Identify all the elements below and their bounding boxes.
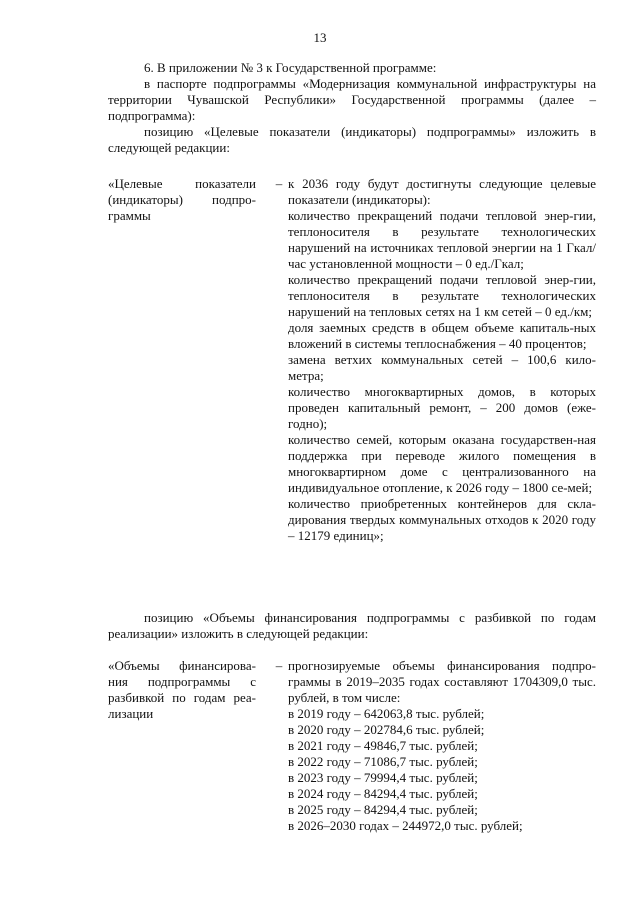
financing-item: в 2022 году – 71086,7 тыс. рублей; <box>288 754 478 769</box>
targets-item: количество многоквартирных домов, в которых проведен капитальный ремонт, – 200 домов (еже-годно); <box>288 384 596 431</box>
intro-paragraph-1: 6. В приложении № 3 к Государственной программе: <box>144 60 437 75</box>
financing-item: в 2025 году – 84294,4 тыс. рублей; <box>288 802 478 817</box>
targets-item: к 2036 году будут достигнуты следующие целевые показатели (индикаторы): <box>288 176 596 207</box>
targets-item: количество приобретенных контейнеров для скла-дирования твердых коммунальных отходов к 2020 году – 12179 единиц»; <box>288 496 596 543</box>
targets-values <box>288 176 596 544</box>
financing-item: прогнозируемые объемы финансирования подпро-граммы в 2019–2035 годах составляют 1704309,0 тыс. рублей, в том числе: <box>288 658 596 705</box>
targets-item: количество прекращений подачи тепловой энер-гии, теплоносителя в результате технологических нарушений на источниках тепловой энергии на 1 Гкал/час установленной мощности – 0 ед./Гкал; <box>288 208 596 271</box>
financing-item: в 2026–2030 годах – 244972,0 тыс. рублей; <box>288 818 523 833</box>
financing-item: в 2024 году – 84294,4 тыс. рублей; <box>288 786 478 801</box>
financing-item: в 2023 году – 79994,4 тыс. рублей; <box>288 770 478 785</box>
targets-item: количество прекращений подачи тепловой энер-гии, теплоносителя в результате технологических нарушений на тепловых сетях на 1 км сетей – 0 ед./км; <box>288 272 596 319</box>
financing-intro <box>108 610 596 642</box>
financing-item: в 2020 году – 202784,6 тыс. рублей; <box>288 722 485 737</box>
financing-values <box>288 658 596 834</box>
targets-item: замена ветхих коммунальных сетей – 100,6 кило-метра; <box>288 352 596 383</box>
financing-label: «Объемы финансирова-ния подпрограммы с разбивкой по годам реа-лизации <box>108 658 256 721</box>
financing-item: в 2019 году – 642063,8 тыс. рублей; <box>288 706 485 721</box>
targets-label: «Целевые показатели (индикаторы) подпро-граммы <box>108 176 256 223</box>
financing-item: в 2021 году – 49846,7 тыс. рублей; <box>288 738 478 753</box>
targets-dash: – <box>275 176 283 191</box>
intro-paragraph-3: позицию «Целевые показатели (индикаторы) подпрограммы» изложить в следующей редакции: <box>108 124 596 155</box>
financing-dash: – <box>275 658 283 673</box>
page-number: 13 <box>313 30 327 45</box>
section-intro <box>108 60 596 156</box>
targets-item: доля заемных средств в общем объеме капиталь-ных вложений в системы теплоснабжения – 40 процентов; <box>288 320 596 351</box>
intro-paragraph-2: в паспорте подпрограммы «Модернизация коммунальной инфраструктуры на территории Чувашской Республики» Государственной программы (далее – подпрограмма): <box>108 76 596 123</box>
targets-item: количество семей, которым оказана государствен-ная поддержка при переводе жилого помещения в многоквартирном доме с централизованного на индивидуальное отопление, к 2026 году – 1800 се-мей; <box>288 432 596 495</box>
financing-intro-paragraph: позицию «Объемы финансирования подпрограммы с разбивкой по годам реализации» изложить в следующей редакции: <box>108 610 596 641</box>
